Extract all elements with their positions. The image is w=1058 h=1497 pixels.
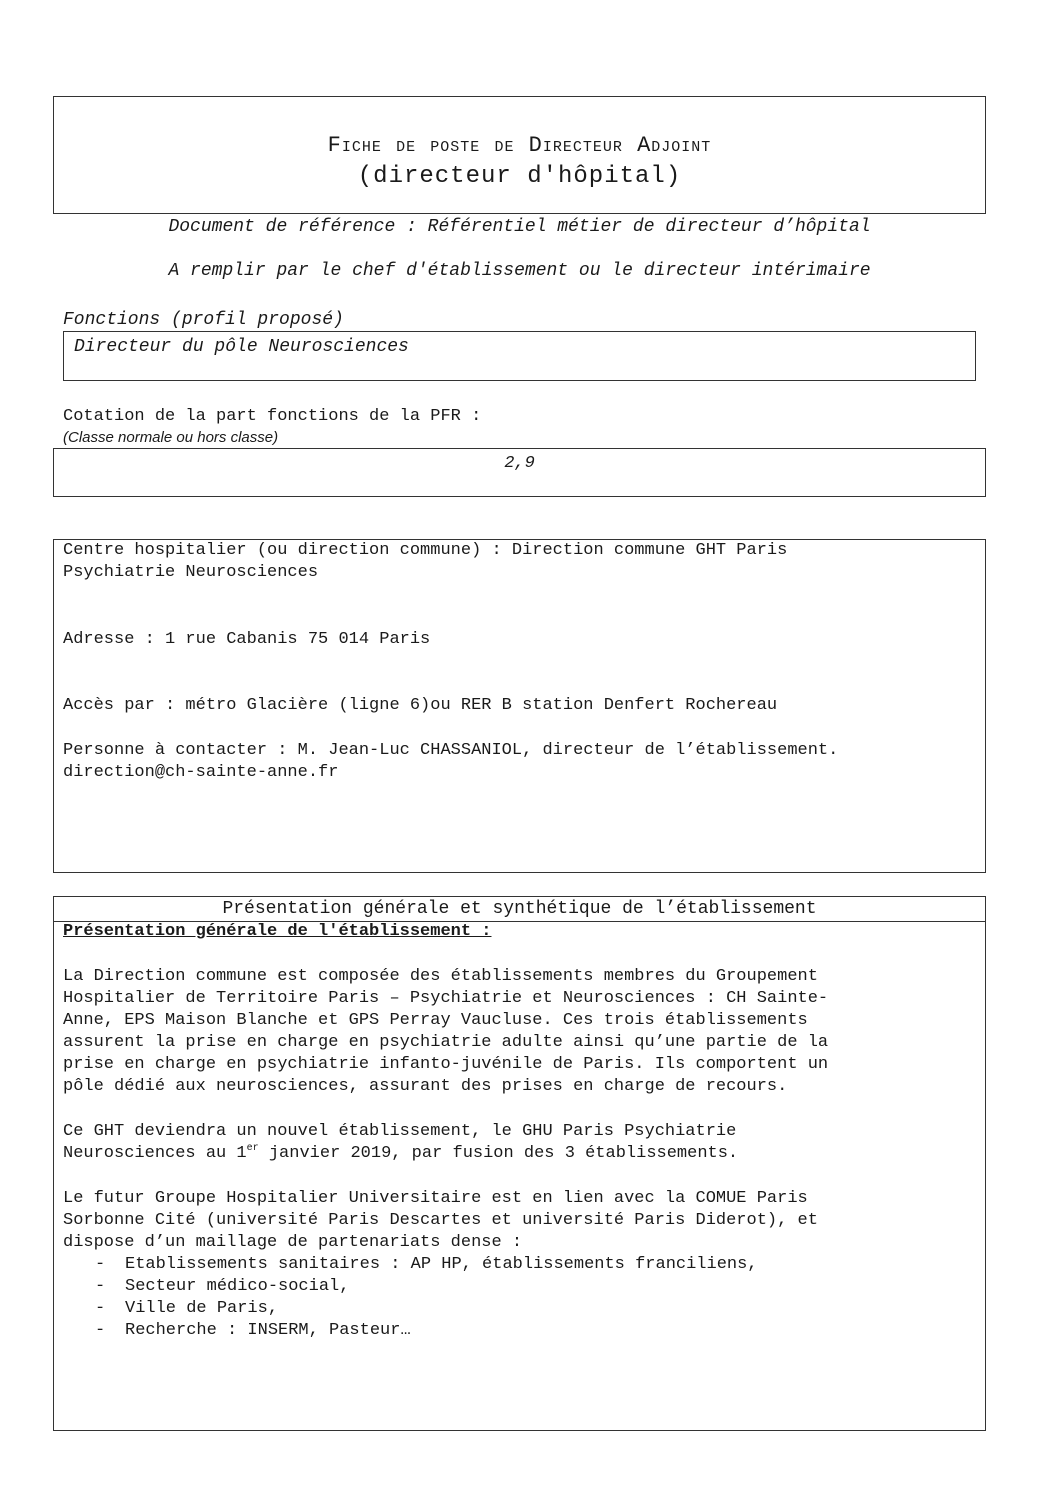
para3-line: dispose d’un maillage de partenariats dense : bbox=[63, 1233, 523, 1252]
para1-line: assurent la prise en charge en psychiatrie adulte ainsi qu’une partie de la bbox=[63, 1033, 829, 1052]
para1-line: prise en charge en psychiatrie infanto-juvénile de Paris. Ils comportent un bbox=[63, 1055, 829, 1074]
centre-email: direction@ch-sainte-anne.fr bbox=[63, 763, 339, 782]
pfr-label: Cotation de la part fonctions de la PFR : bbox=[63, 407, 482, 426]
presentation-subheader: Présentation générale de l'établissement : bbox=[63, 922, 492, 941]
title-box bbox=[53, 96, 986, 214]
presentation-para1 bbox=[63, 966, 828, 1098]
centre-address: Adresse : 1 rue Cabanis 75 014 Paris bbox=[63, 630, 431, 649]
reference-line: Document de référence : Référentiel métier de directeur d’hôpital bbox=[168, 217, 871, 237]
para1-line: Hospitalier de Territoire Paris – Psychiatrie et Neurosciences : CH Sainte- bbox=[63, 989, 829, 1008]
list-item: - Secteur médico-social, bbox=[95, 1277, 350, 1296]
centre-contact: Personne à contacter : M. Jean-Luc CHASSANIOL, directeur de l’établissement. bbox=[63, 741, 839, 760]
para1-line: Anne, EPS Maison Blanche et GPS Perray Vaucluse. Ces trois établissements bbox=[63, 1011, 808, 1030]
document-title: Fiche de poste de Directeur Adjoint bbox=[327, 133, 712, 158]
list-item: - Ville de Paris, bbox=[95, 1299, 279, 1318]
pfr-value: 2,9 bbox=[504, 454, 535, 473]
para1-line: La Direction commune est composée des établissements membres du Groupement bbox=[63, 967, 818, 986]
presentation-box bbox=[53, 896, 986, 1431]
fill-note: A remplir par le chef d'établissement ou le directeur intérimaire bbox=[168, 261, 871, 281]
para3-line: Sorbonne Cité (université Paris Descartes et université Paris Diderot), et bbox=[63, 1211, 818, 1230]
para1-line: pôle dédié aux neurosciences, assurant des prises en charge de recours. bbox=[63, 1077, 788, 1096]
partners-list bbox=[63, 1254, 818, 1342]
list-item: - Etablissements sanitaires : AP HP, établissements franciliens, bbox=[95, 1255, 758, 1274]
presentation-header: Présentation générale et synthétique de l’établissement bbox=[54, 897, 985, 922]
presentation-para3 bbox=[63, 1188, 818, 1342]
document-subtitle: (directeur d'hôpital) bbox=[357, 163, 682, 190]
centre-box bbox=[53, 539, 986, 873]
list-item: - Recherche : INSERM, Pasteur… bbox=[95, 1321, 411, 1340]
pfr-box bbox=[53, 448, 986, 497]
centre-line2: Psychiatrie Neurosciences bbox=[63, 563, 319, 582]
functions-box bbox=[63, 331, 976, 381]
para2-line: Ce GHT deviendra un nouvel établissement, le GHU Paris Psychiatrie bbox=[63, 1122, 737, 1141]
para2-line: Neurosciences au 1er janvier 2019, par fusion des 3 établissements. bbox=[63, 1143, 739, 1163]
centre-access: Accès par : métro Glacière (ligne 6)ou RER B station Denfert Rochereau bbox=[63, 696, 778, 715]
presentation-para2 bbox=[63, 1121, 738, 1165]
pfr-sublabel: (Classe normale ou hors classe) bbox=[63, 429, 279, 446]
para3-line: Le futur Groupe Hospitalier Universitaire est en lien avec la COMUE Paris bbox=[63, 1189, 808, 1208]
superscript: er bbox=[246, 1143, 259, 1154]
functions-value: Directeur du pôle Neurosciences bbox=[74, 337, 409, 357]
functions-label: Fonctions (profil proposé) bbox=[63, 310, 344, 330]
centre-line1: Centre hospitalier (ou direction commune) : Direction commune GHT Paris bbox=[63, 541, 788, 560]
